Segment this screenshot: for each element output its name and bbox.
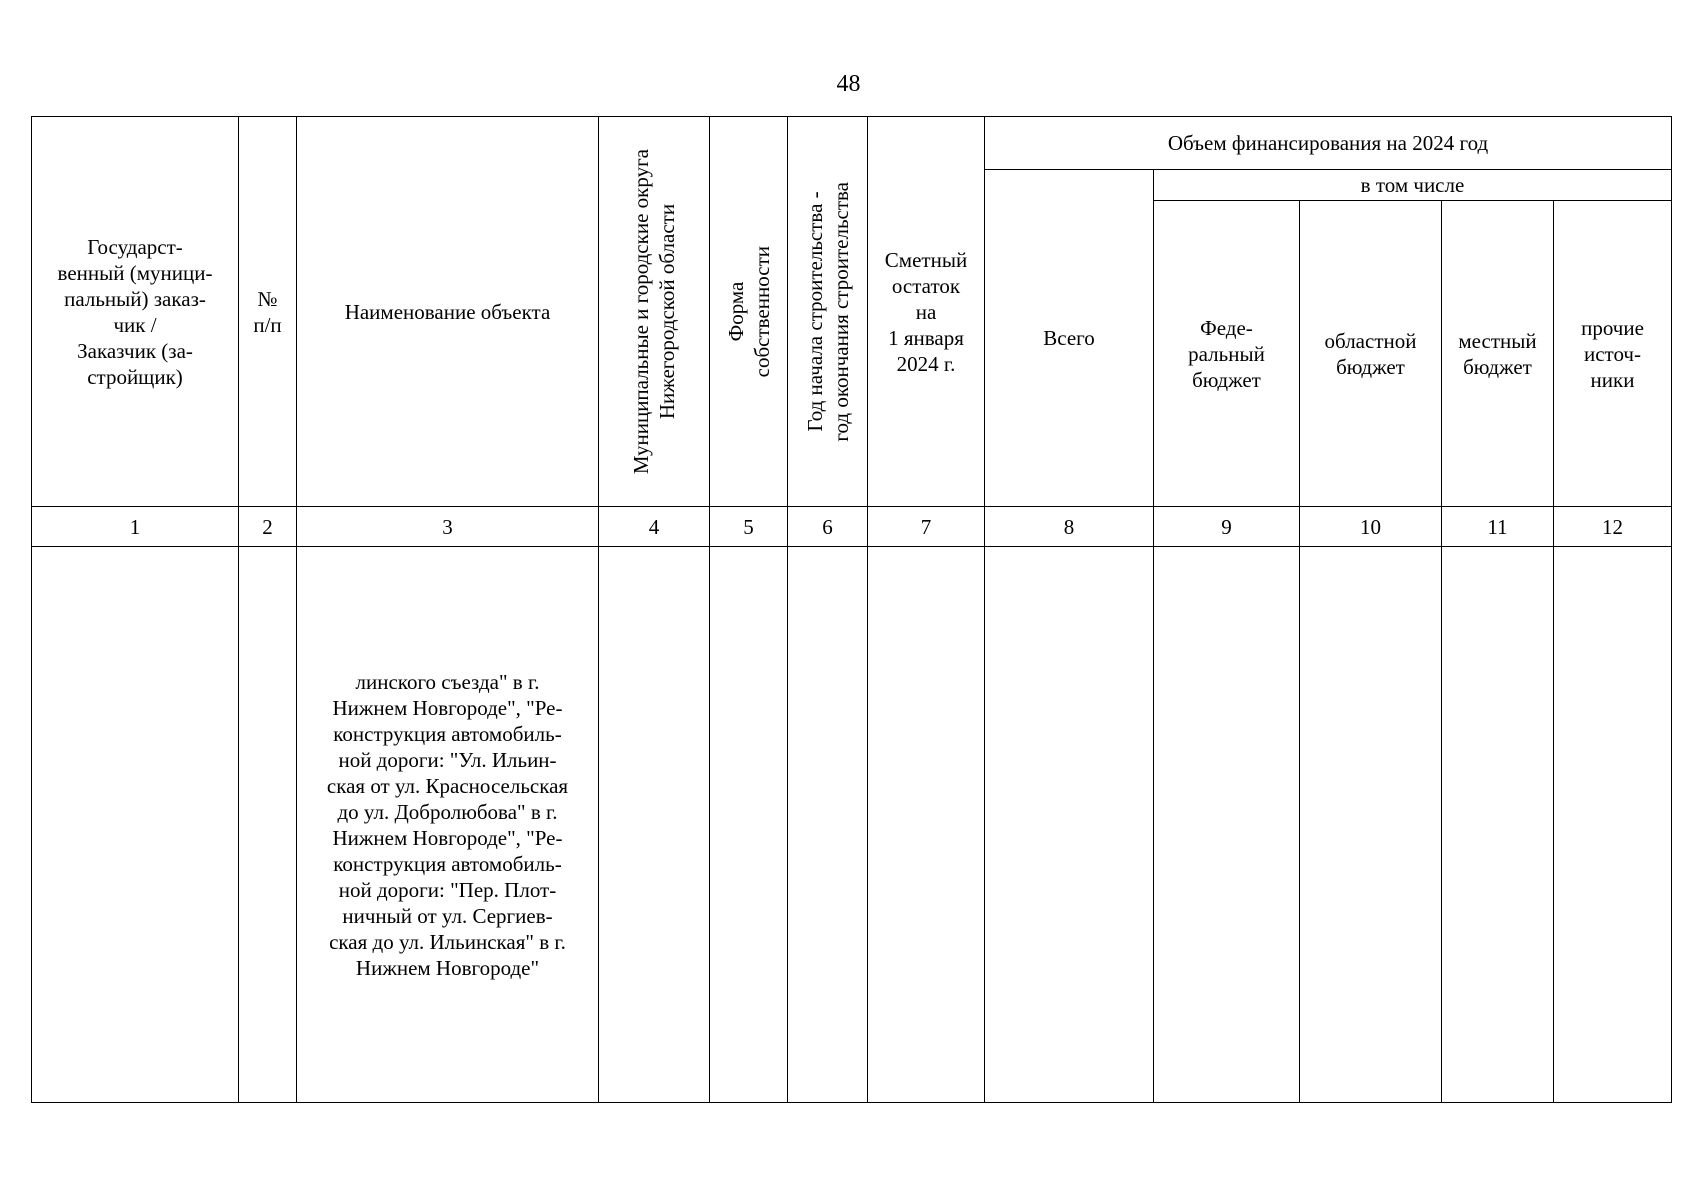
column-number: 11 [1442,507,1554,547]
header-regional: областной бюджет [1300,201,1442,507]
cell-years [788,547,868,1103]
column-number: 10 [1300,507,1442,547]
column-number: 1 [32,507,239,547]
header-municipal: Муниципальные и городские округа Нижегородской области [599,117,710,507]
header-estimate: Сметный остаток на 1 января 2024 г. [868,117,985,507]
cell-municipal [599,547,710,1103]
column-number: 5 [710,507,788,547]
column-number: 4 [599,507,710,547]
column-number: 8 [985,507,1154,547]
header-customer: Государст- венный (муници- пальный) заказ- чик / Заказчик (за- стройщик) [32,117,239,507]
header-other: прочие источ- ники [1554,201,1672,507]
header-including: в том числе [1154,170,1672,201]
column-number: 7 [868,507,985,547]
header-federal: Феде- ральный бюджет [1154,201,1300,507]
column-number: 9 [1154,507,1300,547]
cell-total [985,547,1154,1103]
header-number: № п/п [239,117,297,507]
header-local: местный бюджет [1442,201,1554,507]
header-financing: Объем финансирования на 2024 год [985,117,1672,170]
cell-object-name: линского съезда" в г. Нижнем Новгороде", "Ре- конструкция автомобиль- ной дороги: "Ул. Ильин- ская от ул. Красносельская до ул. Добролюбова" в г. Нижнем Новгороде", "Ре- конструкция автомобиль- ной дороги: "Пер. Плот- ничный от ул. Сергиев- ская до ул. Ильинская" в г. Нижнем Новгороде" [297,547,599,1103]
cell-federal [1154,547,1300,1103]
column-number: 3 [297,507,599,547]
header-ownership: Форма собственности [710,117,788,507]
cell-ownership [710,547,788,1103]
column-number: 12 [1554,507,1672,547]
cell-customer [32,547,239,1103]
column-number: 6 [788,507,868,547]
header-total: Всего [985,170,1154,507]
financing-table [31,116,1672,1103]
column-number: 2 [239,507,297,547]
header-years: Год начала строительства - год окончания строительства [788,117,868,507]
column-numbers-row [32,507,1672,547]
cell-other [1554,547,1672,1103]
cell-local [1442,547,1554,1103]
table-row [32,547,1672,1103]
cell-regional [1300,547,1442,1103]
page-number: 48 [836,71,861,97]
header-object-name: Наименование объекта [297,117,599,507]
cell-number [239,547,297,1103]
cell-estimate [868,547,985,1103]
